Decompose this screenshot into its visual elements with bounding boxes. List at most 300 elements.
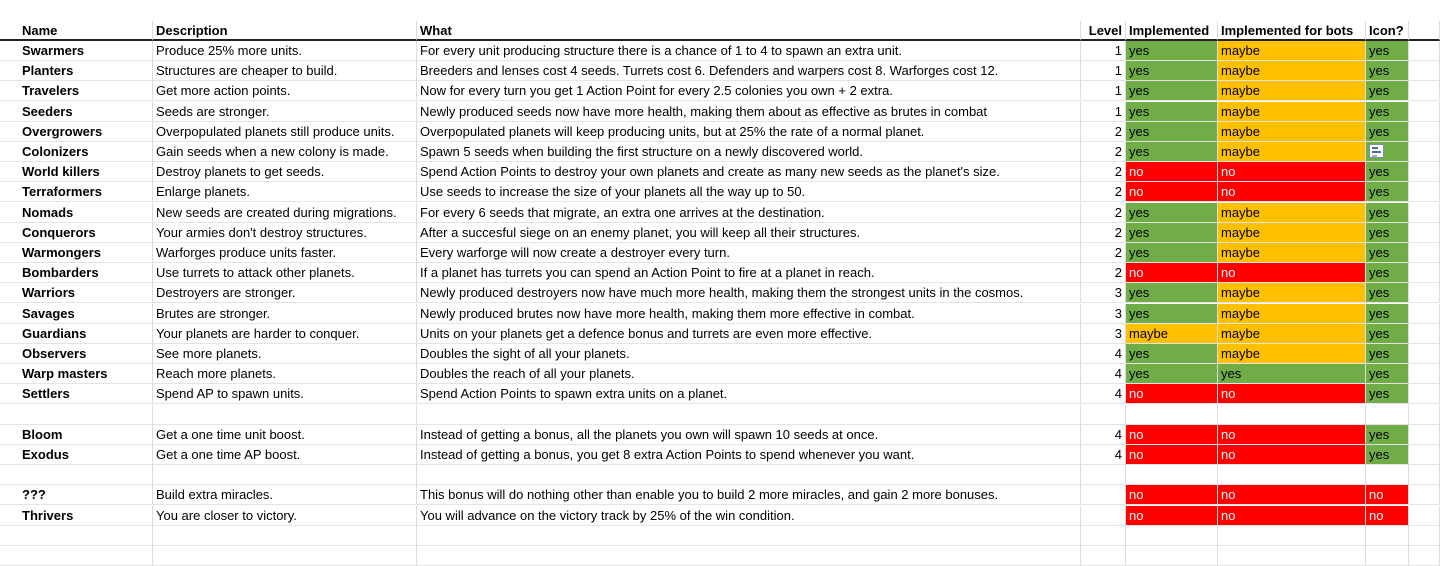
description-cell[interactable]: Warforges produce units faster. [153, 243, 417, 263]
empty-cell[interactable] [1409, 162, 1440, 182]
empty-cell[interactable] [1409, 324, 1440, 344]
icon-cell[interactable] [1366, 304, 1409, 324]
name-cell[interactable]: Guardians [0, 324, 153, 344]
what-cell[interactable]: Every warforge will now create a destroyer every turn. [417, 243, 1081, 263]
cell-value: yes [1369, 123, 1390, 139]
empty-cell[interactable] [1409, 122, 1440, 142]
icon-cell[interactable] [1366, 384, 1409, 404]
empty-cell[interactable] [1409, 405, 1440, 425]
empty-cell[interactable] [1409, 223, 1440, 243]
description-cell[interactable]: Get more action points. [153, 81, 417, 101]
implemented-cell[interactable] [1126, 142, 1218, 162]
implemented-bots-cell[interactable] [1218, 445, 1366, 465]
icon-cell[interactable] [1366, 243, 1409, 263]
description-cell[interactable]: Your armies don't destroy structures. [153, 223, 417, 243]
level-cell[interactable]: 2 [1081, 162, 1126, 182]
cell-value: no [1129, 447, 1144, 462]
header-what[interactable]: What [417, 21, 1081, 41]
table-row [0, 384, 1440, 404]
empty-cell[interactable] [1409, 445, 1440, 465]
implemented-cell[interactable] [1126, 182, 1218, 202]
description-cell[interactable]: Use turrets to attack other planets. [153, 263, 417, 283]
name-cell[interactable]: Bloom [0, 425, 153, 445]
icon-cell[interactable] [1366, 344, 1409, 364]
cell-value: maybe [1221, 204, 1261, 220]
what-cell[interactable]: Spend Action Points to spawn extra units on a planet. [417, 384, 1081, 404]
implemented-bots-cell[interactable] [1218, 122, 1366, 142]
what-cell[interactable]: Spawn 5 seeds when building the first structure on a newly discovered world. [417, 142, 1081, 162]
cell-value: yes [1129, 43, 1150, 58]
icon-cell[interactable] [1366, 263, 1409, 283]
cell-value: yes [1129, 103, 1150, 119]
cell-value: yes [1129, 144, 1150, 159]
level-cell[interactable]: 4 [1081, 384, 1126, 404]
icon-cell[interactable] [1366, 526, 1409, 546]
implemented-bots-cell[interactable] [1218, 364, 1366, 384]
empty-cell[interactable] [1409, 465, 1440, 485]
level-cell[interactable]: 3 [1081, 324, 1126, 344]
name-cell[interactable]: Conquerors [0, 223, 153, 243]
level-cell[interactable]: 2 [1081, 263, 1126, 283]
cell-value: no [1221, 265, 1236, 281]
level-cell[interactable] [1081, 405, 1126, 425]
icon-cell[interactable] [1366, 41, 1409, 61]
description-cell[interactable]: Overpopulated planets still produce units. [153, 122, 417, 142]
icon-cell[interactable] [1366, 506, 1409, 526]
empty-cell[interactable] [1409, 61, 1440, 81]
empty-cell[interactable] [1409, 203, 1440, 223]
name-cell[interactable] [0, 546, 153, 566]
implemented-bots-cell[interactable] [1218, 485, 1366, 505]
cell-value: yes [1129, 123, 1150, 139]
cell-value: yes [1369, 103, 1390, 119]
empty-cell[interactable] [1409, 344, 1440, 364]
cell-value: yes [1369, 164, 1390, 180]
name-cell[interactable]: Settlers [0, 384, 153, 404]
implemented-cell[interactable] [1126, 384, 1218, 404]
implemented-bots-cell[interactable] [1218, 203, 1366, 223]
what-cell[interactable] [417, 465, 1081, 485]
implemented-bots-cell[interactable] [1218, 223, 1366, 243]
empty-cell[interactable] [1409, 102, 1440, 122]
table-row [0, 223, 1440, 243]
header-description[interactable]: Description [153, 21, 417, 41]
level-cell[interactable]: 3 [1081, 304, 1126, 324]
implemented-bots-cell[interactable] [1218, 304, 1366, 324]
cell-value: no [1129, 164, 1144, 180]
cell-value: no [1129, 265, 1144, 281]
table-row [0, 506, 1440, 526]
empty-cell[interactable] [1409, 142, 1440, 162]
icon-cell[interactable] [1366, 223, 1409, 243]
implemented-bots-cell[interactable] [1218, 425, 1366, 445]
what-cell[interactable]: This bonus will do nothing other than enable you to build 2 more miracles, and gain 2 more bonuses. [417, 485, 1081, 505]
implemented-cell[interactable] [1126, 102, 1218, 122]
cell-value: maybe [1221, 63, 1261, 79]
what-cell[interactable]: Spend Action Points to destroy your own planets and create as many new seeds as the planet's size. [417, 162, 1081, 182]
description-cell[interactable]: Spend AP to spawn units. [153, 384, 417, 404]
table-row [0, 162, 1440, 182]
what-cell[interactable]: Doubles the reach of all your planets. [417, 364, 1081, 384]
name-cell[interactable]: Observers [0, 344, 153, 364]
name-cell[interactable]: Swarmers [0, 41, 153, 61]
cell-value: maybe [1221, 43, 1261, 58]
implemented-bots-cell[interactable] [1218, 324, 1366, 344]
description-cell[interactable]: Your planets are harder to conquer. [153, 324, 417, 344]
cell-value: yes [1369, 305, 1390, 321]
description-cell[interactable] [153, 546, 417, 566]
implemented-cell[interactable] [1126, 546, 1218, 566]
implemented-cell[interactable] [1126, 203, 1218, 223]
what-cell[interactable]: Use seeds to increase the size of your planets all the way up to 50. [417, 182, 1081, 202]
cell-value: yes [1369, 447, 1390, 462]
description-cell[interactable] [153, 465, 417, 485]
cell-value: yes [1369, 204, 1390, 220]
what-cell[interactable]: Now for every turn you get 1 Action Point for every 2.5 colonies you own + 2 extra. [417, 81, 1081, 101]
icon-cell[interactable] [1366, 425, 1409, 445]
cell-value: yes [1129, 204, 1150, 220]
table-row [0, 304, 1440, 324]
description-cell[interactable]: Enlarge planets. [153, 182, 417, 202]
icon-cell[interactable] [1366, 142, 1409, 162]
description-cell[interactable]: Structures are cheaper to build. [153, 61, 417, 81]
table-row [0, 182, 1440, 202]
cell-value: no [1221, 164, 1236, 180]
what-cell[interactable]: Newly produced seeds now have more health, making them about as effective as brutes in combat [417, 102, 1081, 122]
cell-value: yes [1129, 346, 1150, 361]
cell-value: yes [1369, 346, 1390, 361]
header-level[interactable]: Level [1081, 21, 1126, 41]
icon-cell[interactable] [1366, 61, 1409, 81]
implemented-cell[interactable] [1126, 243, 1218, 263]
cell-value: no [1369, 507, 1384, 523]
implemented-cell[interactable] [1126, 485, 1218, 505]
level-cell[interactable]: 4 [1081, 344, 1126, 364]
cell-value: maybe [1221, 305, 1261, 321]
cell-value: yes [1369, 184, 1390, 200]
empty-cell[interactable] [1409, 263, 1440, 283]
level-cell[interactable] [1081, 485, 1126, 505]
implemented-bots-cell[interactable] [1218, 344, 1366, 364]
cell-value: yes [1369, 265, 1390, 281]
implemented-cell[interactable] [1126, 263, 1218, 283]
name-cell[interactable]: Travelers [0, 81, 153, 101]
name-cell[interactable]: Warp masters [0, 364, 153, 384]
implemented-cell[interactable] [1126, 465, 1218, 485]
implemented-cell[interactable] [1126, 223, 1218, 243]
name-cell[interactable]: World killers [0, 162, 153, 182]
what-cell[interactable]: You will advance on the victory track by 25% of the win condition. [417, 506, 1081, 526]
what-cell[interactable]: Newly produced destroyers now have much more health, making them the strongest units in the cosmos. [417, 283, 1081, 303]
table-row [0, 122, 1440, 142]
icon-cell[interactable] [1366, 162, 1409, 182]
implemented-bots-cell[interactable] [1218, 41, 1366, 61]
what-cell[interactable]: Units on your planets get a defence bonus and turrets are even more effective. [417, 324, 1081, 344]
icon-cell[interactable] [1366, 364, 1409, 384]
level-cell[interactable]: 2 [1081, 142, 1126, 162]
description-cell[interactable]: Seeds are stronger. [153, 102, 417, 122]
description-cell[interactable]: New seeds are created during migrations. [153, 203, 417, 223]
implemented-bots-cell[interactable] [1218, 506, 1366, 526]
implemented-cell[interactable] [1126, 425, 1218, 445]
level-cell[interactable]: 1 [1081, 41, 1126, 61]
cell-value: maybe [1221, 123, 1261, 139]
icon-cell[interactable] [1366, 203, 1409, 223]
cell-value: maybe [1129, 325, 1169, 341]
name-cell[interactable] [0, 465, 153, 485]
level-cell[interactable]: 2 [1081, 223, 1126, 243]
name-cell[interactable]: Bombarders [0, 263, 153, 283]
what-cell[interactable]: For every 6 seeds that migrate, an extra one arrives at the destination. [417, 203, 1081, 223]
implemented-cell[interactable] [1126, 304, 1218, 324]
level-cell[interactable]: 4 [1081, 364, 1126, 384]
icon-cell[interactable] [1366, 122, 1409, 142]
header-implemented[interactable]: Implemented [1126, 21, 1218, 41]
implemented-bots-cell[interactable] [1218, 546, 1366, 566]
implemented-cell[interactable] [1126, 324, 1218, 344]
level-cell[interactable]: 1 [1081, 61, 1126, 81]
level-cell[interactable]: 4 [1081, 445, 1126, 465]
level-cell[interactable] [1081, 465, 1126, 485]
cell-value: no [1129, 386, 1144, 402]
header-row [0, 21, 1440, 41]
name-cell[interactable]: Warmongers [0, 243, 153, 263]
cell-value: yes [1369, 285, 1390, 301]
empty-cell[interactable] [1409, 243, 1440, 263]
cell-value: no [1129, 507, 1144, 523]
implemented-cell[interactable] [1126, 283, 1218, 303]
name-cell[interactable]: Thrivers [0, 506, 153, 526]
implemented-cell[interactable] [1126, 506, 1218, 526]
table-row [0, 546, 1440, 566]
name-cell[interactable]: Exodus [0, 445, 153, 465]
level-cell[interactable]: 1 [1081, 102, 1126, 122]
table-row [0, 61, 1440, 81]
name-cell[interactable]: ??? [0, 485, 153, 505]
level-cell[interactable]: 2 [1081, 203, 1126, 223]
table-row [0, 526, 1440, 546]
level-cell[interactable]: 2 [1081, 182, 1126, 202]
cell-value: maybe [1221, 83, 1261, 99]
level-cell[interactable] [1081, 506, 1126, 526]
description-cell[interactable]: See more planets. [153, 344, 417, 364]
cell-value: maybe [1221, 103, 1261, 119]
icon-cell[interactable] [1366, 182, 1409, 202]
name-cell[interactable]: Seeders [0, 102, 153, 122]
description-cell[interactable] [153, 405, 417, 425]
description-cell[interactable]: Build extra miracles. [153, 485, 417, 505]
cell-value: yes [1369, 386, 1390, 402]
what-cell[interactable] [417, 405, 1081, 425]
implemented-bots-cell[interactable] [1218, 526, 1366, 546]
cell-value: no [1129, 184, 1144, 200]
table-row [0, 142, 1440, 162]
cell-value: yes [1129, 305, 1150, 321]
description-cell[interactable]: Destroyers are stronger. [153, 283, 417, 303]
empty-cell[interactable] [1409, 81, 1440, 101]
what-cell[interactable]: Instead of getting a bonus, all the planets you own will spawn 10 seeds at once. [417, 425, 1081, 445]
header-implemented-bots[interactable]: Implemented for bots [1218, 21, 1366, 41]
what-cell[interactable]: After a succesful siege on an enemy planet, you will keep all their structures. [417, 223, 1081, 243]
name-cell[interactable]: Planters [0, 61, 153, 81]
description-cell[interactable]: Brutes are stronger. [153, 304, 417, 324]
implemented-bots-cell[interactable] [1218, 384, 1366, 404]
description-cell[interactable]: Destroy planets to get seeds. [153, 162, 417, 182]
paste-options-icon[interactable] [1369, 144, 1384, 158]
description-cell[interactable]: You are closer to victory. [153, 506, 417, 526]
cell-value: no [1369, 487, 1384, 503]
empty-cell[interactable] [1409, 506, 1440, 526]
description-cell[interactable]: Reach more planets. [153, 364, 417, 384]
table-row [0, 405, 1440, 425]
cell-value: no [1221, 447, 1236, 462]
what-cell[interactable]: If a planet has turrets you can spend an Action Point to fire at a planet in reach. [417, 263, 1081, 283]
implemented-bots-cell[interactable] [1218, 465, 1366, 485]
name-cell[interactable]: Colonizers [0, 142, 153, 162]
empty-cell[interactable] [1409, 546, 1440, 566]
implemented-bots-cell[interactable] [1218, 81, 1366, 101]
table-row [0, 203, 1440, 223]
cell-value: maybe [1221, 224, 1261, 240]
empty-cell[interactable] [1409, 526, 1440, 546]
implemented-cell[interactable] [1126, 405, 1218, 425]
icon-cell[interactable] [1366, 283, 1409, 303]
icon-cell[interactable] [1366, 81, 1409, 101]
name-cell[interactable]: Terraformers [0, 182, 153, 202]
what-cell[interactable]: Overpopulated planets will keep producing units, but at 25% the rate of a normal planet. [417, 122, 1081, 142]
empty-cell[interactable] [1409, 182, 1440, 202]
cell-value: yes [1369, 366, 1390, 382]
cell-value: yes [1369, 83, 1390, 99]
what-cell[interactable] [417, 526, 1081, 546]
implemented-cell[interactable] [1126, 344, 1218, 364]
description-cell[interactable]: Get a one time unit boost. [153, 425, 417, 445]
level-cell[interactable]: 3 [1081, 283, 1126, 303]
level-cell[interactable]: 2 [1081, 243, 1126, 263]
empty-cell[interactable] [1409, 304, 1440, 324]
what-cell[interactable]: For every unit producing structure there is a chance of 1 to 4 to spawn an extra unit. [417, 41, 1081, 61]
description-cell[interactable] [153, 526, 417, 546]
icon-cell[interactable] [1366, 102, 1409, 122]
cell-value: maybe [1221, 245, 1261, 260]
implemented-bots-cell[interactable] [1218, 263, 1366, 283]
empty-cell[interactable] [1409, 485, 1440, 505]
cell-value: yes [1129, 224, 1150, 240]
cell-value: yes [1221, 366, 1242, 382]
header-name[interactable]: Name [0, 21, 153, 41]
empty-cell[interactable] [1409, 41, 1440, 61]
what-cell[interactable] [417, 546, 1081, 566]
implemented-cell[interactable] [1126, 81, 1218, 101]
implemented-bots-cell[interactable] [1218, 182, 1366, 202]
level-cell[interactable] [1081, 526, 1126, 546]
implemented-bots-cell[interactable] [1218, 283, 1366, 303]
cell-value: yes [1129, 366, 1150, 382]
empty-cell[interactable] [1409, 384, 1440, 404]
name-cell[interactable] [0, 405, 153, 425]
implemented-cell[interactable] [1126, 122, 1218, 142]
empty-cell[interactable] [1409, 425, 1440, 445]
implemented-cell[interactable] [1126, 41, 1218, 61]
cell-value: no [1129, 487, 1144, 503]
name-cell[interactable] [0, 526, 153, 546]
table-row [0, 283, 1440, 303]
name-cell[interactable]: Savages [0, 304, 153, 324]
empty-cell[interactable] [1409, 364, 1440, 384]
implemented-bots-cell[interactable] [1218, 243, 1366, 263]
icon-cell[interactable] [1366, 324, 1409, 344]
cell-value: yes [1129, 63, 1150, 79]
cell-value: yes [1369, 43, 1390, 58]
description-cell[interactable]: Produce 25% more units. [153, 41, 417, 61]
cell-value: yes [1129, 285, 1150, 301]
cell-value: no [1221, 507, 1236, 523]
cell-value: maybe [1221, 144, 1261, 159]
what-cell[interactable]: Doubles the sight of all your planets. [417, 344, 1081, 364]
implemented-cell[interactable] [1126, 526, 1218, 546]
table-row [0, 243, 1440, 263]
implemented-cell[interactable] [1126, 61, 1218, 81]
icon-cell[interactable] [1366, 465, 1409, 485]
empty-cell[interactable] [1409, 283, 1440, 303]
cell-value: yes [1369, 245, 1390, 260]
cell-value: maybe [1221, 285, 1261, 301]
what-cell[interactable]: Newly produced brutes now have more health, making them more effective in combat. [417, 304, 1081, 324]
implemented-cell[interactable] [1126, 364, 1218, 384]
implemented-cell[interactable] [1126, 162, 1218, 182]
table-row [0, 485, 1440, 505]
name-cell[interactable]: Warriors [0, 283, 153, 303]
cell-value: no [1221, 184, 1236, 200]
table-row [0, 324, 1440, 344]
what-cell[interactable]: Breeders and lenses cost 4 seeds. Turrets cost 6. Defenders and warpers cost 8. Warforges cost 12. [417, 61, 1081, 81]
cell-value: no [1221, 487, 1236, 503]
table-row [0, 364, 1440, 384]
icon-cell[interactable] [1366, 445, 1409, 465]
cell-value: no [1221, 426, 1236, 442]
name-cell[interactable]: Nomads [0, 203, 153, 223]
icon-cell[interactable] [1366, 546, 1409, 566]
cell-value: no [1221, 386, 1236, 402]
cell-value: maybe [1221, 325, 1261, 341]
cell-value: yes [1369, 426, 1390, 442]
table-row [0, 263, 1440, 283]
level-cell[interactable] [1081, 546, 1126, 566]
implemented-bots-cell[interactable] [1218, 162, 1366, 182]
empty-header-cell[interactable] [1409, 21, 1440, 41]
cell-value: yes [1129, 245, 1150, 260]
level-cell[interactable]: 4 [1081, 425, 1126, 445]
cell-value: yes [1129, 83, 1150, 99]
description-cell[interactable]: Gain seeds when a new colony is made. [153, 142, 417, 162]
implemented-bots-cell[interactable] [1218, 405, 1366, 425]
icon-cell[interactable] [1366, 405, 1409, 425]
implemented-bots-cell[interactable] [1218, 142, 1366, 162]
implemented-bots-cell[interactable] [1218, 102, 1366, 122]
level-cell[interactable]: 1 [1081, 81, 1126, 101]
level-cell[interactable]: 2 [1081, 122, 1126, 142]
implemented-cell[interactable] [1126, 445, 1218, 465]
implemented-bots-cell[interactable] [1218, 61, 1366, 81]
description-cell[interactable]: Get a one time AP boost. [153, 445, 417, 465]
cell-value: maybe [1221, 346, 1261, 361]
what-cell[interactable]: Instead of getting a bonus, you get 8 extra Action Points to spend whenever you want. [417, 445, 1081, 465]
name-cell[interactable]: Overgrowers [0, 122, 153, 142]
cell-value: yes [1369, 224, 1390, 240]
header-icon[interactable]: Icon? [1366, 21, 1409, 41]
icon-cell[interactable] [1366, 485, 1409, 505]
cell-value: yes [1369, 63, 1390, 79]
